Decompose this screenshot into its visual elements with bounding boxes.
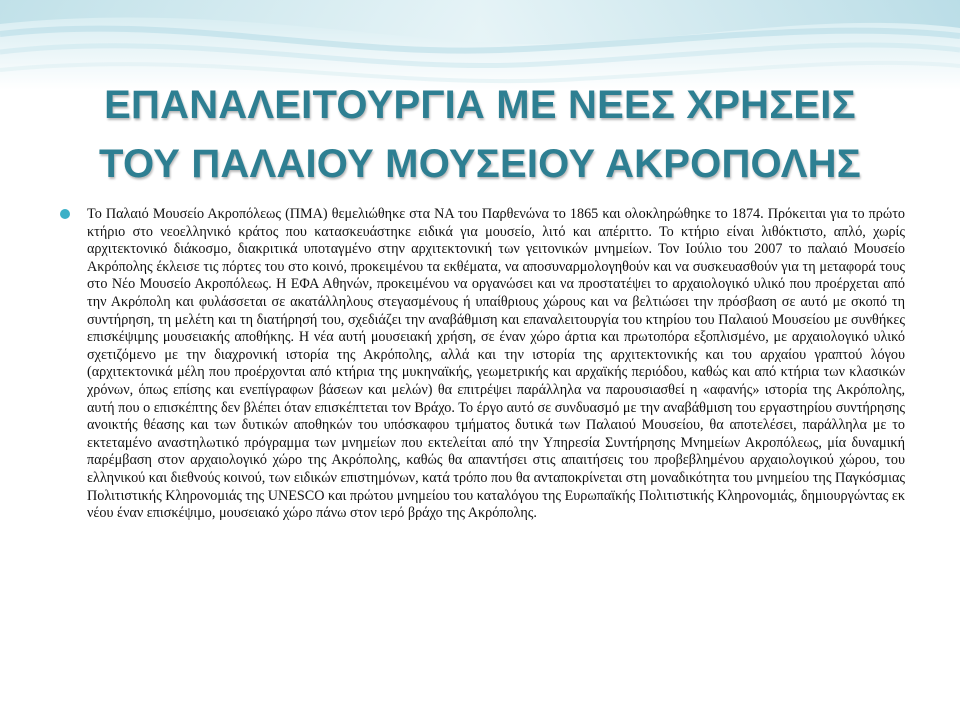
slide-title-line-2: ΤΟΥ ΠΑΛΑΙΟΥ ΜΟΥΣΕΙΟΥ ΑΚΡΟΠΟΛΗΣ — [99, 142, 861, 186]
bullet-dot-icon — [60, 209, 70, 219]
slide-title — [30, 76, 930, 194]
slide-title-line-1: ΕΠΑΝΑΛΕΙΤΟΥΡΓΙΑ ΜΕ ΝΕΕΣ ΧΡΗΣΕΙΣ — [104, 83, 856, 127]
bullet-paragraph: Το Παλαιό Μουσείο Ακροπόλεως (ΠΜΑ) θεμελιώθηκε στα ΝΑ του Παρθενώνα το 1865 και ολοκληρώθηκε το 1874. Πρόκειται για το πρώτο κτήριο στο νεοελληνικό κράτος που κατασκευάστηκε ειδικά για μουσείο, λιτό και απέριττο. Το κτήριο είναι λιθόκτιστο, απλό, χωρίς αρχιτεκτονικό διάκοσμο, διακριτικά υποταγμένο στην αρχιτεκτονική των γειτονικών μνημείων. Τον Ιούλιο του 2007 το παλαιό Μουσείο Ακρόπολης έκλεισε τις πόρτες του στο κοινό, προκειμένου τα εκθέματα, να αποσυναρμολογηθούν και να συσκευασθούν για τη μεταφορά τους στο Νέο Μουσείο Ακροπόλεως. Η ΕΦΑ Αθηνών, προκειμένου να οργανώσει και να προστατέψει το αρχαιολογικό υλικό που προέρχεται από την Ακρόπολη και φυλάσσεται σε ακατάλληλους στεγασμένους ή υπαίθριους χώρους και να βελτιώσει την πρόσβαση σε αυτό με σκοπό τη συντήρηση, τη μελέτη και τη διατήρησή του, σχεδιάζει την αναβάθμιση και επαναλειτουργία του κτηρίου του Παλαιού Μουσείου με συνθήκες επισκέψιμης μουσειακής αποθήκης. Η νέα αυτή μουσειακή χρήση, σε έναν χώρο άρτια και πρωτοπόρα εξοπλισμένο, με αρχαιολογικό υλικό σχετιζόμενο με την διαχρονική ιστορία της Ακρόπολης, αλλά και την ιστορία της αρχιτεκτονικής και του αρχαίου γραπτού λόγου (αρχιτεκτονικά μέλη που προέρχονται από κτήρια της μυκηναϊκής, γεωμετρικής και αρχαϊκής περιόδου, καθώς και από κτήρια των κλασικών χρόνων, όπως επίσης και ενεπίγραφων βάσεων και μελών) θα επιτρέψει παράλληλα να παρουσιασθεί η «αφανής» ιστορία της Ακρόπολης, αυτή που ο επισκέπτης δεν βλέπει όταν επισκέπτεται τον Βράχο. Το έργο αυτό σε συνδυασμό με την αναβάθμιση του εργαστηρίου συντήρησης ανοικτής θέασης και των δυτικών αποθηκών του υπόσκαφου τμήματος δυτικά των Παλαιού Μουσείου, θα αποτελέσει, παράλληλα με το εκτεταμένο αναστηλωτικό πρόγραμμα των μνημείων που εκτελείται από την Υπηρεσία Συντήρησης Μνημείων Ακροπόλεως, μία δυναμική παρέμβαση στον αρχαιολογικό χώρο της Ακρόπολης, καθώς θα απαντήσει στις απαιτήσεις του προβεβλημένου αρχαιολογικού χώρου, του ελληνικού και διεθνούς κοινού, των ειδικών επιστημόνων, κατά τρόπο που θα ανταποκρίνεται στη μοναδικότητα του μνημείου της Παγκόσμιας Πολιτιστικής Κληρονομιάς της UNESCO και πρώτου μνημείου του καταλόγου της Ευρωπαϊκής Πολιτιστικής Κληρονομιάς, δημιουργώντας εκ νέου έναν επισκέψιμο, μουσειακό χώρο πάνω στον ιερό βράχο της Ακρόπολης. — [87, 206, 905, 522]
bullet-list — [60, 206, 905, 523]
